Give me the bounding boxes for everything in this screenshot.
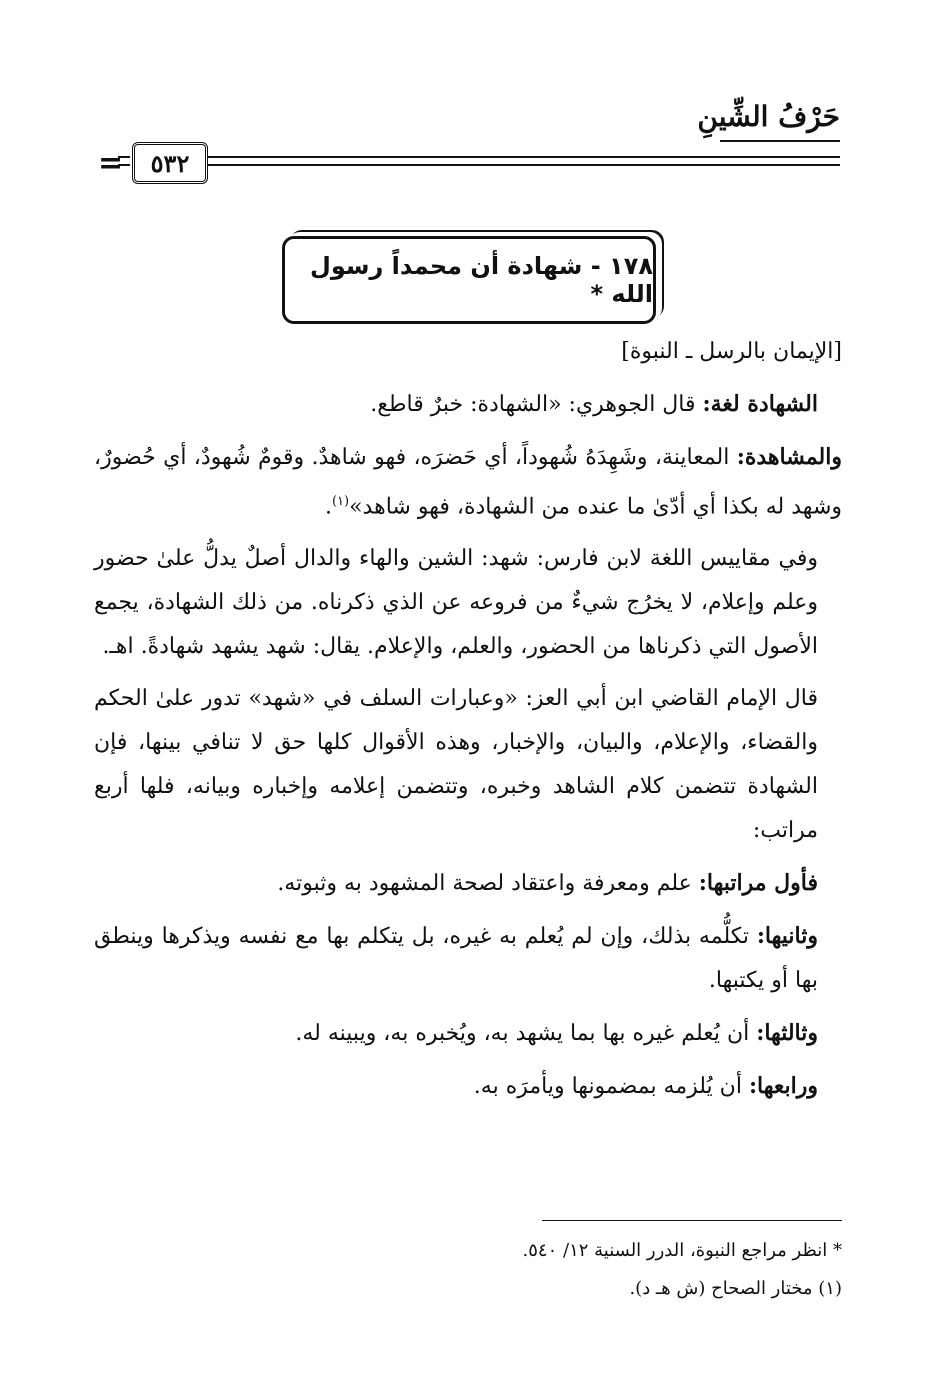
body-text xyxy=(94,330,842,1117)
page-number: ٥٣٢ xyxy=(150,148,190,178)
rank-3-lead: وثالثها: xyxy=(756,1020,818,1047)
definition-lead: الشهادة لغة: xyxy=(702,391,818,417)
footnote-separator xyxy=(542,1220,842,1221)
rank-1-lead: فأول مراتبها: xyxy=(698,870,818,897)
mushahada-text: المعاينة، وشَهِدَهُ شُهوداً، أي حَضرَه، فهو شاهدٌ. وقومٌ شُهودٌ، أي حُضورٌ، وشهد له بكذا أي أدّىٰ ما عنده من الشهادة، فهو شاهد» xyxy=(94,445,842,520)
footnote-ref: (١) xyxy=(331,494,350,509)
page-header-bar xyxy=(98,142,840,182)
mushahada-lead: والمشاهدة: xyxy=(736,444,842,470)
chapter-letter-title: حَرْفُ الشِّينِ xyxy=(697,100,840,133)
definition-text: قال الجوهري: «الشهادة: خبرٌ قاطع. xyxy=(370,392,703,417)
rank-4-lead: ورابعها: xyxy=(748,1073,818,1100)
footnotes xyxy=(94,1232,842,1308)
mushahada-end: . xyxy=(324,494,332,520)
rank-2-text: تكلُّمه بذلك، وإن لم يُعلم به غيره، بل يتكلم بها مع نفسه ويذكرها وينطق بها أو يكتبها. xyxy=(94,924,818,994)
rank-2 xyxy=(94,914,842,1003)
header-marker: = xyxy=(98,146,124,181)
paragraph-mushahada xyxy=(94,435,842,529)
header-double-rule-short xyxy=(118,156,130,166)
rank-4-text: أن يُلزمه بمضمونها ويأمرَه به. xyxy=(473,1074,749,1100)
header-double-rule xyxy=(208,156,840,166)
rank-4 xyxy=(94,1064,842,1109)
paragraph-definition xyxy=(94,382,842,427)
rank-3 xyxy=(94,1011,842,1056)
footnote-star: * انظر مراجع النبوة، الدرر السنية ١٢/ ٥٤٠. xyxy=(522,1240,842,1261)
rank-2-lead: وثانيها: xyxy=(756,923,818,950)
footnote-1: (١) مختار الصحاح (ش هـ د). xyxy=(629,1278,842,1299)
topic-label: [الإيمان بالرسل ـ النبوة] xyxy=(621,339,842,364)
paragraph-maqayis: وفي مقاييس اللغة لابن فارس: شهد: الشين والهاء والدال أصلٌ يدلُّ علىٰ حضور وعلم وإعلام، لا يخرُج شيءٌ من فروعه عن الذي ذكرناه. من ذلك الشهادة، يجمع الأصول التي ذكرناها من الحضور، والعلم، والإعلام. يقال: شهد يشهد شهادةً. اهـ. xyxy=(94,546,818,660)
page-number-box xyxy=(132,142,208,184)
chapter-heading: ١٧٨ - شهادة أن محمداً رسول الله * xyxy=(310,252,653,308)
rank-1 xyxy=(94,861,842,906)
rank-3-text: أن يُعلم غيره بها بما يشهد به، ويُخبره به، ويبينه له. xyxy=(295,1021,757,1047)
chapter-heading-box xyxy=(282,236,656,324)
paragraph-ibn-abi-al-izz: قال الإمام القاضي ابن أبي العز: «وعبارات السلف في «شهد» تدور علىٰ الحكم والقضاء، والإعلام، والبيان، والإخبار، وهذه الأقوال كلها حق لا تنافي بينها، فإن الشهادة تتضمن كلام الشاهد وخبره، وتتضمن إعلامه وإخباره وبيانه، فلها أربع مراتب: xyxy=(94,686,818,844)
rank-1-text: علم ومعرفة واعتقاد لصحة المشهود به وثبوته. xyxy=(277,871,699,897)
